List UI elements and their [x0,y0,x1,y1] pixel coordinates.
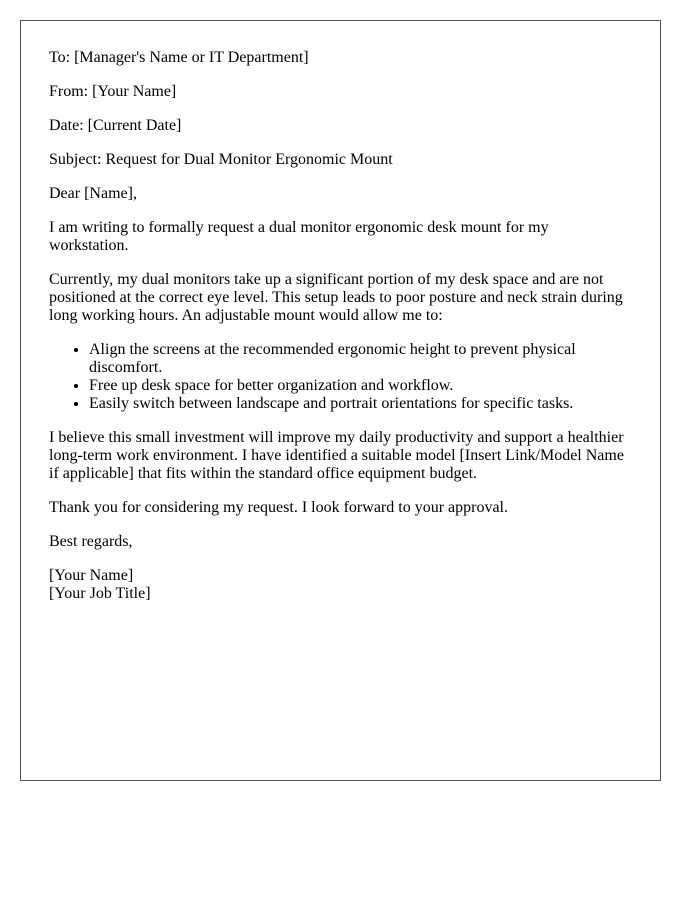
signoff: Best regards, [49,533,133,550]
benefits-list [49,341,632,413]
list-item: • Free up desk space for better organization and workflow. [89,377,632,395]
signature-name: [Your Name] [49,567,134,584]
list-item: • Easily switch between landscape and portrait orientations for specific tasks. [89,395,632,413]
signature-block [49,567,632,603]
subject-line: Subject: Request for Dual Monitor Ergonomic Mount [49,151,393,168]
from-line: From: [Your Name] [49,83,177,100]
body-paragraph: I believe this small investment will improve my daily productivity and support a healthier long-term work environment. I have identified a suitable model [Insert Link/Model Name if applicable] that fits within the standard office equipment budget. [49,429,624,482]
signature-title: [Your Job Title] [49,585,151,602]
letter [20,20,661,781]
body-paragraph: Currently, my dual monitors take up a significant portion of my desk space and are not positioned at the correct eye level. This setup leads to poor posture and neck strain during long working hours. An adjustable mount would allow me to: [49,271,623,324]
body-paragraph: I am writing to formally request a dual monitor ergonomic desk mount for my workstation. [49,219,549,254]
to-line: To: [Manager's Name or IT Department] [49,49,309,66]
date-line: Date: [Current Date] [49,117,182,134]
salutation: Dear [Name], [49,185,137,202]
body-paragraph: Thank you for considering my request. I look forward to your approval. [49,499,508,516]
list-item: • Align the screens at the recommended ergonomic height to prevent physical discomfort. [89,341,632,377]
